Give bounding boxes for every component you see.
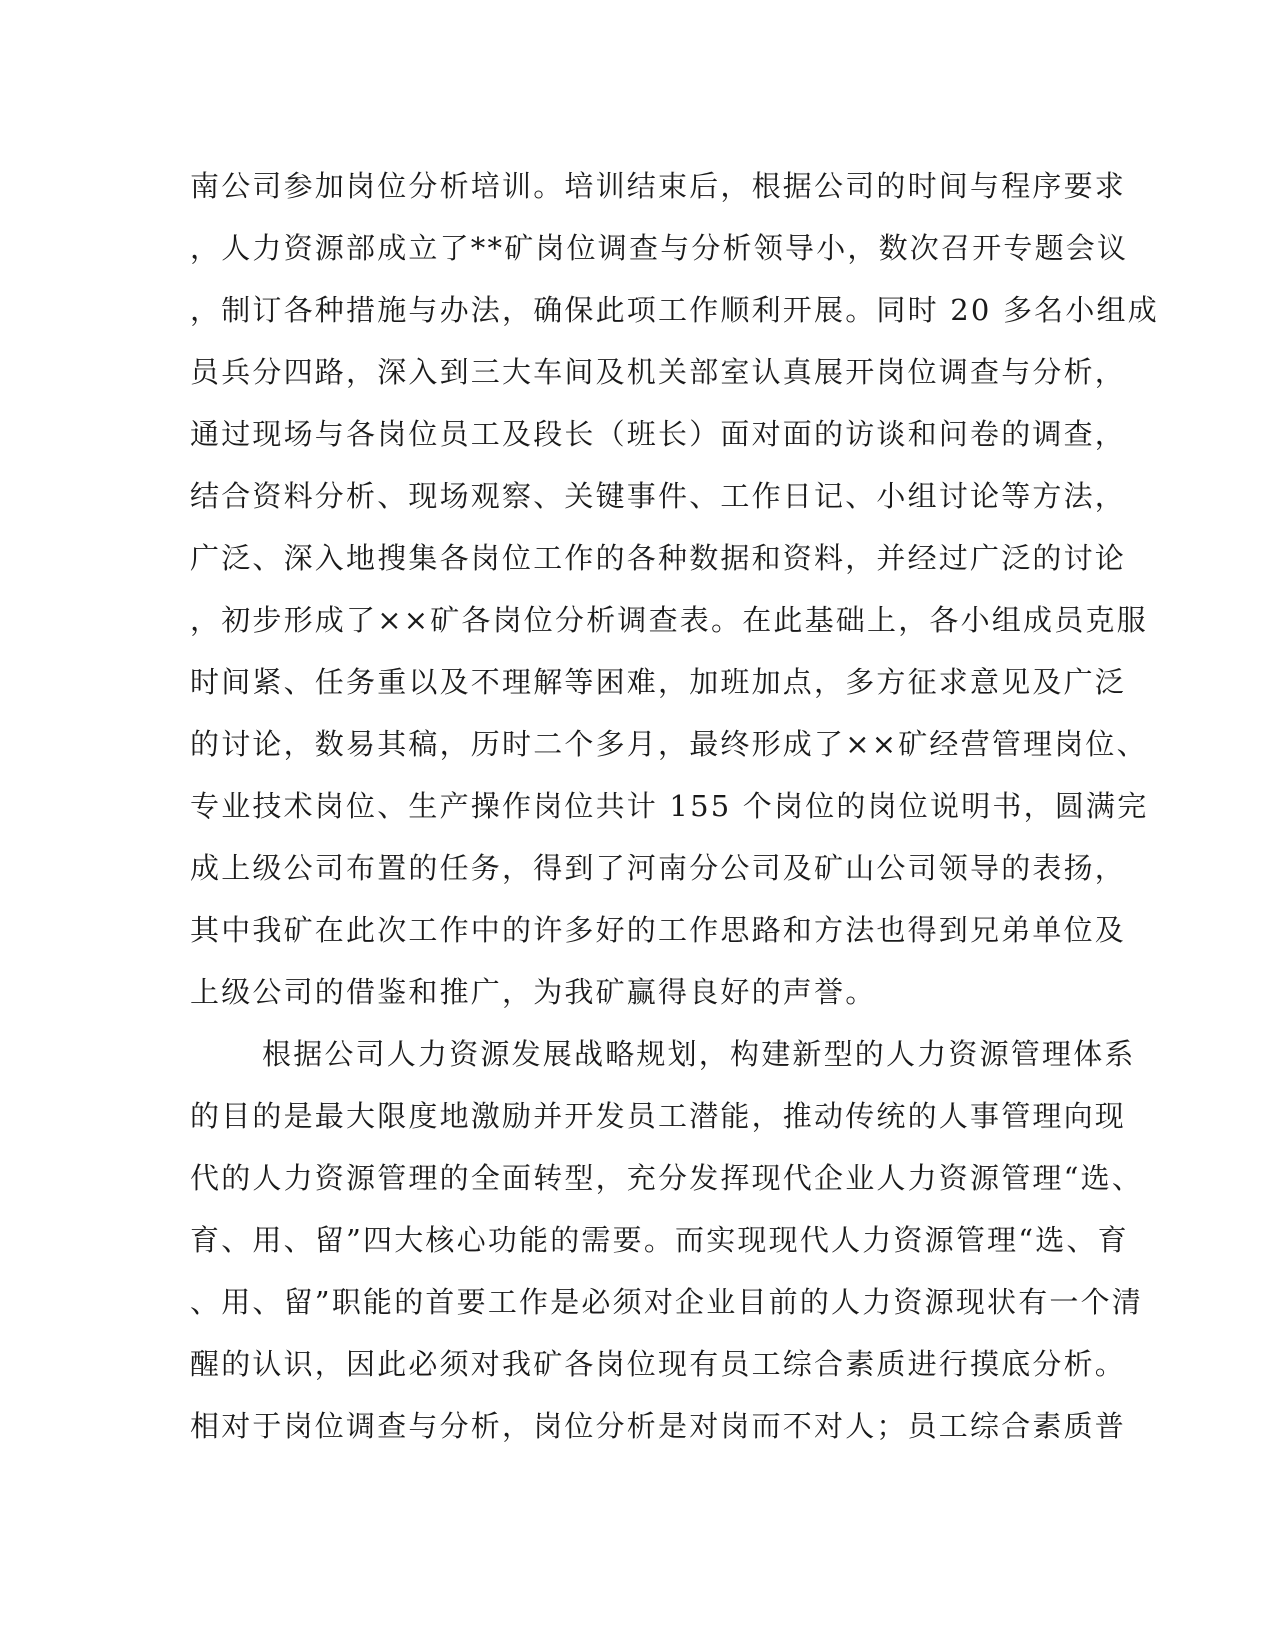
text-line: 代的人力资源管理的全面转型，充分发挥现代企业人力资源管理“选、	[190, 1161, 1144, 1195]
text-line: 员兵分四路，深入到三大车间及机关部室认真展开岗位调查与分析，	[190, 355, 1127, 389]
text-line: 的讨论，数易其稿，历时二个多月，最终形成了××矿经营管理岗位、	[190, 727, 1148, 761]
paragraph-first-line: 根据公司人力资源发展战略规划，构建新型的人力资源管理体系	[262, 1037, 1136, 1071]
text-line: 广泛、深入地搜集各岗位工作的各种数据和资料，并经过广泛的讨论	[190, 541, 1127, 575]
text-line: ，制订各种措施与办法，确保此项工作顺利开展。同时 20 多名小组成	[190, 293, 1159, 327]
text-line: 结合资料分析、现场观察、关键事件、工作日记、小组讨论等方法，	[190, 479, 1127, 513]
text-line: 醒的认识，因此必须对我矿各岗位现有员工综合素质进行摸底分析。	[190, 1347, 1127, 1381]
text-line: 上级公司的借鉴和推广，为我矿赢得良好的声誉。	[190, 975, 877, 1009]
text-line: 相对于岗位调查与分析，岗位分析是对岗而不对人；员工综合素质普	[190, 1409, 1127, 1443]
text-line: 时间紧、任务重以及不理解等困难，加班加点，多方征求意见及广泛	[190, 665, 1127, 699]
text-line: 育、用、留”四大核心功能的需要。而实现现代人力资源管理“选、育	[190, 1223, 1129, 1257]
body-text	[190, 164, 1159, 1466]
text-line: 其中我矿在此次工作中的许多好的工作思路和方法也得到兄弟单位及	[190, 913, 1127, 947]
text-line: 通过现场与各岗位员工及段长（班长）面对面的访谈和问卷的调查，	[190, 417, 1127, 451]
text-line: 南公司参加岗位分析培训。培训结束后，根据公司的时间与程序要求	[190, 169, 1127, 203]
text-line: ，人力资源部成立了**矿岗位调查与分析领导小，数次召开专题会议	[190, 231, 1129, 265]
text-line: 专业技术岗位、生产操作岗位共计 155 个岗位的岗位说明书，圆满完	[190, 789, 1149, 823]
text-line: ，初步形成了××矿各岗位分析调查表。在此基础上，各小组成员克服	[190, 603, 1148, 637]
text-line: 、用、留”职能的首要工作是必须对企业目前的人力资源现状有一个清	[190, 1285, 1144, 1319]
text-line: 成上级公司布置的任务，得到了河南分公司及矿山公司领导的表扬，	[190, 851, 1127, 885]
text-line: 的目的是最大限度地激励并开发员工潜能，推动传统的人事管理向现	[190, 1099, 1127, 1133]
